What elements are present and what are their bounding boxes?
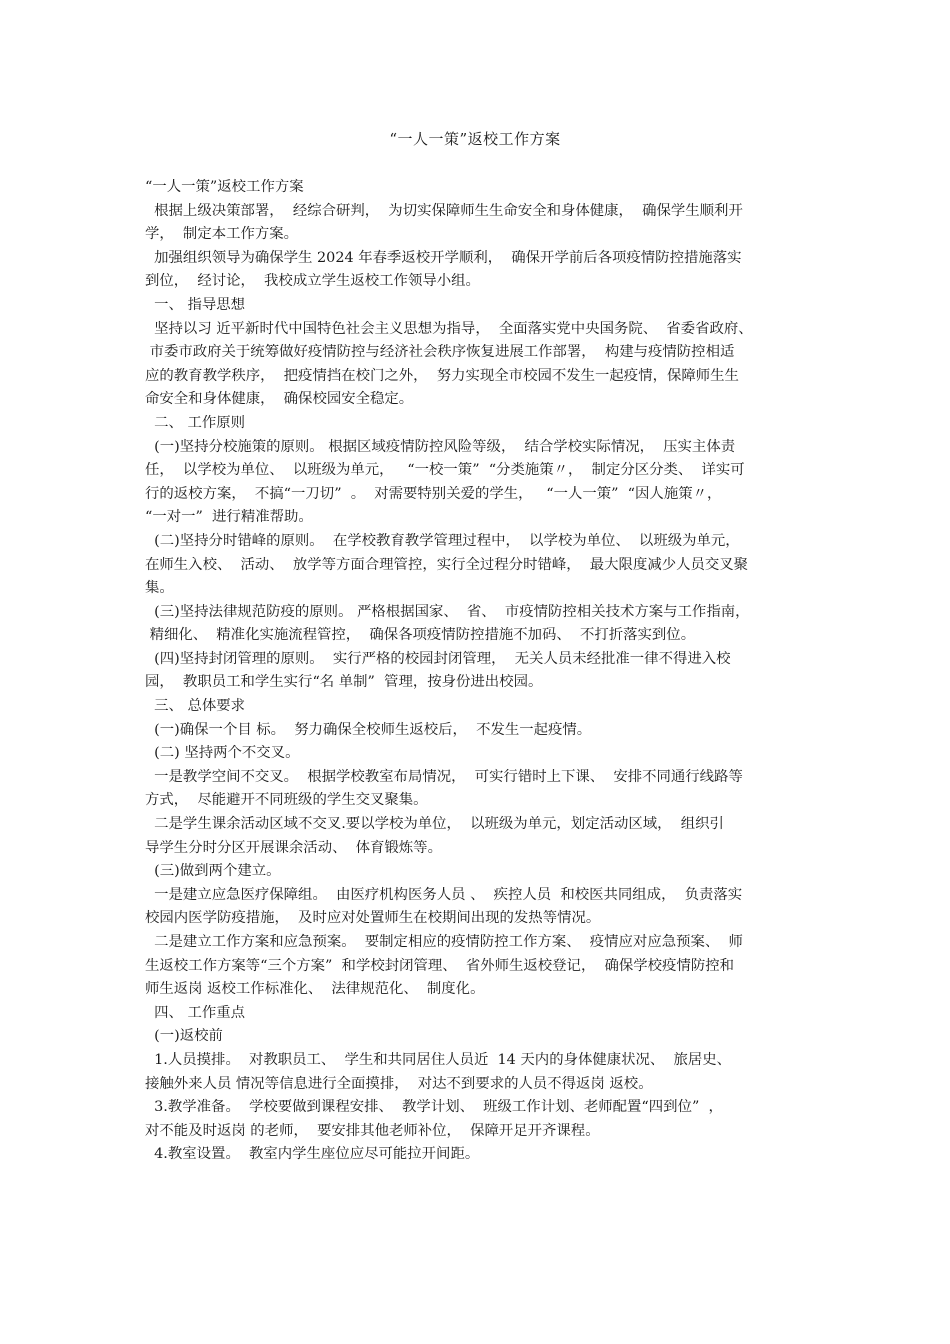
paragraph-line: 生返校工作方案等“三个方案” 和学校封闭管理、 省外师生返校登记， 确保学校疫情防控和: [145, 957, 735, 974]
paragraph-line: 坚持以习 近平新时代中国特色社会主义思想为指导， 全面落实党中央国务院、 省委省政府、: [145, 320, 753, 337]
paragraph-line: 集。: [145, 580, 174, 597]
paragraph-line: (二) 坚持两个不交叉。: [145, 745, 300, 762]
paragraph-line: (四)坚持封闭管理的原则。 实行严格的校园封闭管理， 无关人员未经批准一律不得进入校: [145, 650, 731, 667]
paragraph-line: “一人一策”返校工作方案: [145, 179, 304, 195]
paragraph-line: 行的返校方案， 不搞“一刀切” 。 对需要特别关爱的学生， “一人一策” “因人施策〃，: [145, 485, 722, 502]
paragraph-line: 园， 教职员工和学生实行“名 单制” 管理，按身份进出校园。: [145, 674, 543, 691]
paragraph-line: 二、 工作原则: [145, 414, 246, 431]
paragraph-line: 对不能及时返岗 的老师， 要安排其他老师补位， 保障开足开齐课程。: [145, 1122, 600, 1139]
document-title: “一人一策”返校工作方案: [389, 130, 561, 148]
paragraph-line: 到位， 经讨论， 我校成立学生返校工作领导小组。: [145, 273, 480, 290]
paragraph-line: 三、 总体要求: [145, 698, 246, 715]
paragraph-line: 应的教育教学秩序， 把疫情挡在校门之外， 努力实现全市校园不发生一起疫情，保障师生生: [145, 367, 739, 384]
paragraph-line: 校园内医学防疫措施， 及时应对处置师生在校期间出现的发热等情况。: [145, 910, 601, 927]
paragraph-line: 师生返岗 返校工作标准化、 法律规范化、 制度化。: [145, 981, 485, 998]
paragraph-line: 在师生入校、 活动、 放学等方面合理管控，实行全过程分时错峰， 最大限度减少人员交叉聚: [145, 556, 749, 573]
paragraph-line: 一是建立应急医疗保障组。 由医疗机构医务人员 、 疾控人员 和校医共同组成， 负责落实: [145, 886, 743, 903]
paragraph-line: 根据上级决策部署， 经综合研判， 为切实保障师生生命安全和身体健康， 确保学生顺利开: [145, 202, 743, 219]
paragraph-line: 四、 工作重点: [145, 1004, 246, 1021]
paragraph-line: 任， 以学校为单位、 以班级为单元， “一校一策” “分类施策〃， 制定分区分类、 详实可: [145, 462, 745, 479]
paragraph-line: (三)做到两个建立。: [145, 863, 281, 880]
paragraph-line: (二)坚持分时错峰的原则。 在学校教育教学管理过程中， 以学校为单位、 以班级为单元，: [145, 532, 740, 549]
paragraph-line: 精细化、 精准化实施流程管控， 确保各项疫情防控措施不加码、 不打折落实到位。: [145, 627, 696, 644]
paragraph-line: 市委市政府关于统筹做好疫情防控与经济社会秩序恢复进展工作部署， 构建与疫情防控相适: [145, 344, 735, 361]
paragraph-line: (一)返校前: [145, 1028, 223, 1045]
document-body: [145, 176, 815, 1167]
paragraph-line: (一)坚持分校施策的原则。 根据区域疫情防控风险等级， 结合学校实际情况， 压实主体责: [145, 438, 736, 455]
paragraph-line: 接触外来人员 情况等信息进行全面摸排， 对达不到要求的人员不得返岗 返校。: [145, 1075, 653, 1092]
paragraph-line: 4.教室设置。 教室内学生座位应尽可能拉开间距。: [145, 1146, 480, 1163]
paragraph-line: 学， 制定本工作方案。: [145, 226, 299, 243]
paragraph-line: 二是学生课余活动区域不交叉.要以学校为单位， 以班级为单元，划定活动区域， 组织引: [145, 816, 724, 833]
paragraph-line: 1.人员摸排。 对教职员工、 学生和共同居住人员近 14 天内的身体健康状况、 旅居史、: [145, 1051, 732, 1068]
paragraph-line: 命安全和身体健康， 确保校园安全稳定。: [145, 391, 414, 408]
paragraph-line: (三)坚持法律规范防疫的原则。 严格根据国家、 省、 市疫情防控相关技术方案与工作指南，: [145, 603, 750, 620]
paragraph-line: (一)确保一个目 标。 努力确保全校师生返校后， 不发生一起疫情。: [145, 721, 592, 738]
paragraph-line: “一对一” 进行精准帮助。: [145, 509, 313, 526]
paragraph-line: 二是建立工作方案和应急预案。 要制定相应的疫情防控工作方案、 疫情应对应急预案、 师: [145, 934, 743, 950]
paragraph-line: 一是教学空间不交叉。 根据学校教室布局情况， 可实行错时上下课、 安排不同通行线路等: [145, 768, 743, 785]
paragraph-line: 一、 指导思想: [145, 296, 246, 313]
paragraph-line: 导学生分时分区开展课余活动、 体育锻炼等。: [145, 839, 442, 856]
paragraph-line: 方式， 尽能避开不同班级的学生交叉聚集。: [145, 792, 428, 809]
paragraph-line: 3.教学准备。 学校要做到课程安排、 教学计划、 班级工作计划、老师配置“四到位” ，: [145, 1099, 723, 1116]
paragraph-line: 加强组织领导为确保学生 2024 年春季返校开学顺利， 确保开学前后各项疫情防控措施落实: [145, 249, 742, 266]
